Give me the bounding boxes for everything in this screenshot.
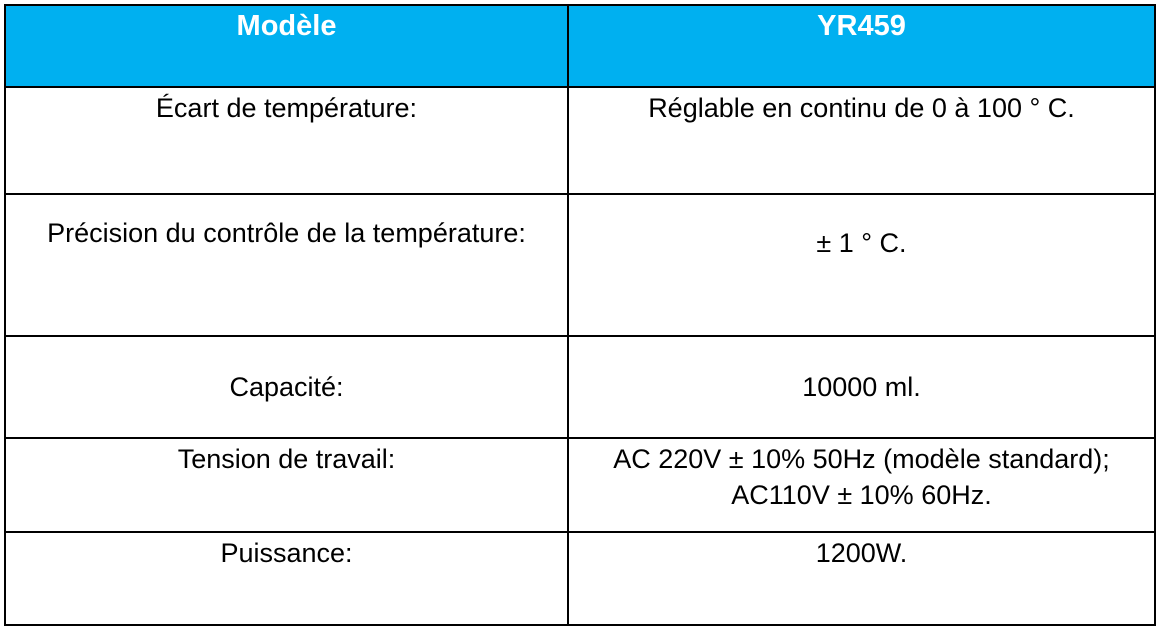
row-label-power: Puissance: [5, 532, 568, 625]
table-row [5, 532, 1155, 625]
row-label-voltage: Tension de travail: [5, 438, 568, 531]
row-label-temperature-range: Écart de température: [5, 87, 568, 193]
table-row [5, 194, 1155, 336]
row-label-temperature-precision: Précision du contrôle de la température: [5, 194, 568, 336]
row-value-temperature-precision: ± 1 ° C. [568, 194, 1155, 336]
header-row [5, 5, 1155, 87]
row-label-capacity: Capacité: [5, 336, 568, 438]
row-value-temperature-range: Réglable en continu de 0 à 100 ° C. [568, 87, 1155, 193]
row-value-power: 1200W. [568, 532, 1155, 625]
model-label-cell: Modèle [5, 5, 568, 87]
spec-table [4, 4, 1156, 626]
row-value-capacity: 10000 ml. [568, 336, 1155, 438]
model-value-cell: YR459 [568, 5, 1155, 87]
table-row [5, 336, 1155, 438]
table-row [5, 438, 1155, 531]
table-row [5, 87, 1155, 193]
row-value-voltage: AC 220V ± 10% 50Hz (modèle standard); AC110V ± 10% 60Hz. [568, 438, 1155, 531]
